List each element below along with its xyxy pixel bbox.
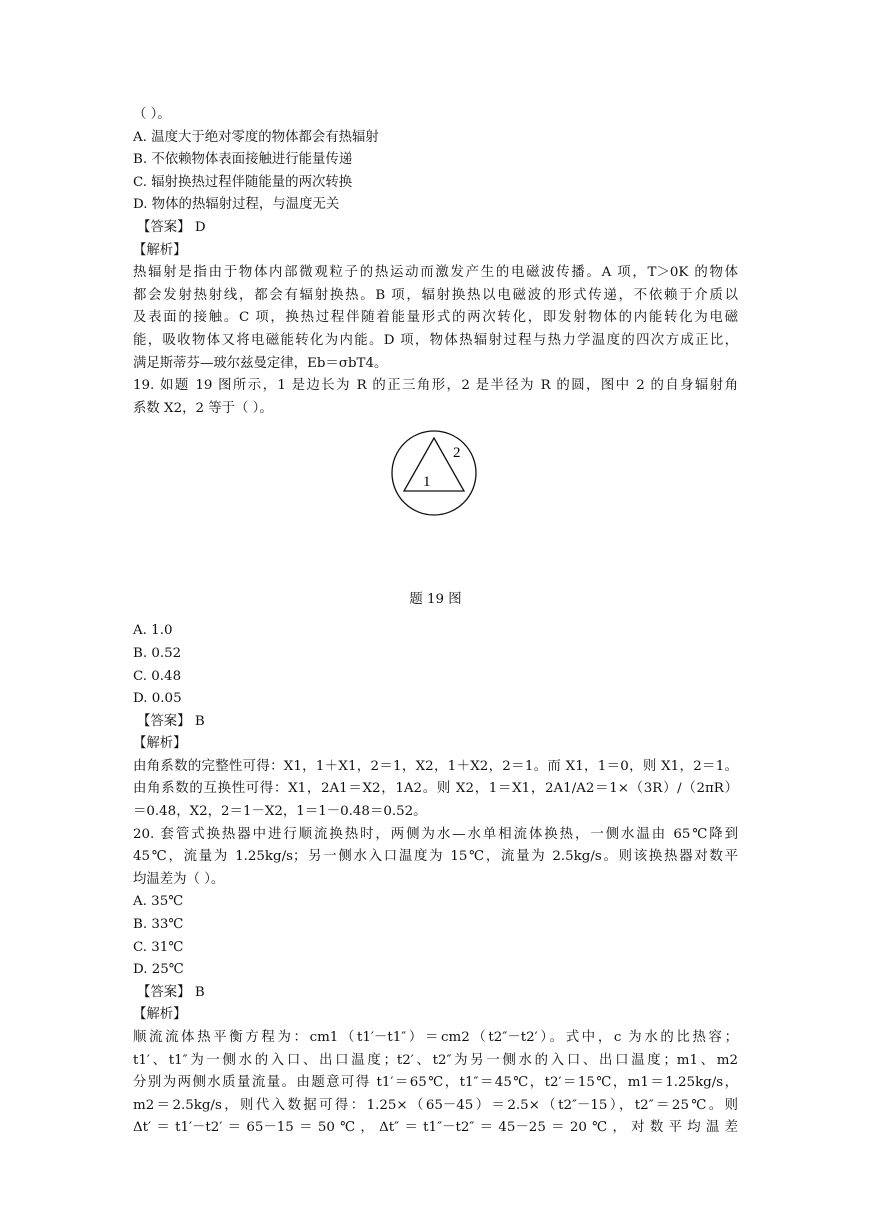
q19-figure — [133, 420, 738, 580]
q18-option-b: B. 不依赖物体表面接触进行能量传递 — [133, 152, 353, 168]
q18-analysis-line-1: 热辐射是指由于物体内部微观粒子的热运动而激发产生的电磁波传播。A 项，T＞0K 的物体 — [133, 265, 738, 281]
q18-stem-tail: （ ）。 — [133, 107, 171, 122]
q19-option-c: C. 0.48 — [133, 668, 182, 684]
q18-answer: 【答案】 D — [137, 219, 206, 235]
q20-analysis-line-1: 顺流流体热平衡方程为：cm1（t1′－t1″）＝cm2（t2″－t2′）。式中，c 为水的比热容； — [133, 1030, 738, 1045]
q18-analysis-line-5: 满足斯蒂芬—玻尔兹曼定律，Eb＝σbT4。 — [133, 355, 388, 371]
q19-stem-line-1: 19. 如题 19 图所示，1 是边长为 R 的正三角形，2 是半径为 R 的圆，图中 2 的自身辐射角 — [133, 378, 738, 394]
q19-option-d: D. 0.05 — [133, 691, 182, 707]
q19-option-b: B. 0.52 — [133, 645, 182, 661]
q18-analysis-label: 【解析】 — [133, 242, 187, 258]
q20-answer: 【答案】 B — [137, 984, 205, 1000]
q20-option-a: A. 35℃ — [133, 894, 184, 910]
document-page — [133, 104, 738, 1140]
q19-analysis-line-1: 由角系数的完整性可得：X1，1＋X1，2＝1，X2，1＋X2，2＝1。而 X1，1＝0，则 X1，2＝1。 — [133, 758, 738, 774]
q19-answer: 【答案】 B — [137, 713, 205, 729]
q20-stem-line-3: 均温差为（ ）。 — [133, 871, 225, 887]
q20-analysis-label: 【解析】 — [133, 1007, 187, 1023]
q18-analysis-line-3: 及表面的接触。C 项，换热过程伴随着能量形式的两次转化，即发射物体的内能转化为电磁 — [133, 310, 738, 326]
q18-option-d: D. 物体的热辐射过程，与温度无关 — [133, 197, 340, 213]
q19-analysis-line-3: ＝0.48，X2，2＝1－X2，1＝1－0.48＝0.52。 — [133, 804, 427, 820]
q20-analysis-line-4: m2＝2.5kg/s，则代入数据可得：1.25×（65－45）＝2.5×（t2″－15），t2″＝25℃。则 — [133, 1097, 738, 1113]
q19-figure-caption: 题 19 图 — [409, 592, 462, 608]
q19-analysis-label: 【解析】 — [133, 736, 187, 752]
circle-triangle-diagram — [389, 428, 479, 518]
q20-analysis-line-2: t1′、t1″为一侧水的入口、出口温度；t2′、t2″为另一侧水的入口、出口温度；m1、m2 — [133, 1052, 738, 1068]
q20-stem-line-1: 20. 套管式换热器中进行顺流换热时，两侧为水—水单相流体换热，一侧水温由 65℃降到 — [133, 826, 738, 842]
q20-stem-line-2: 45℃，流量为 1.25kg/s；另一侧水入口温度为 15℃，流量为 2.5kg/s。则该换热器对数平 — [133, 849, 738, 865]
q18-analysis-line-4: 能，吸收物体又将电磁能转化为内能。D 项，物体热辐射过程与热力学温度的四次方成正比， — [133, 332, 738, 348]
q18-analysis-line-2: 都会发射热射线，都会有辐射换热。B 项，辐射换热以电磁波的形式传递，不依赖于介质以 — [133, 287, 738, 303]
label-2: 2 — [453, 445, 461, 462]
q20-option-b: B. 33℃ — [133, 917, 184, 933]
q20-analysis-line-5: Δt′＝t1′－t2′＝65－15＝50℃，Δt″＝t1″－t2″＝45－25＝20℃，对数平均温差 — [133, 1120, 738, 1136]
label-1: 1 — [423, 474, 431, 491]
q18-option-c: C. 辐射换热过程伴随能量的两次转换 — [133, 174, 353, 190]
q19-stem-line-2: 系数 X2，2 等于（ ）。 — [133, 400, 273, 416]
q20-option-d: D. 25℃ — [133, 962, 184, 978]
q18-option-a: A. 温度大于绝对零度的物体都会有热辐射 — [133, 129, 379, 145]
q19-analysis-line-2: 由角系数的互换性可得：X1，2A1＝X2，1A2。则 X2，1＝X1，2A1/A2＝1×（3R）/（2πR） — [133, 781, 738, 797]
q20-analysis-line-3: 分别为两侧水质量流量。由题意可得 t1′＝65℃，t1″＝45℃，t2′＝15℃，m1＝1.25kg/s， — [133, 1075, 738, 1091]
q20-option-c: C. 31℃ — [133, 939, 184, 955]
circle-surface-2 — [392, 431, 476, 515]
q19-option-a: A. 1.0 — [133, 623, 173, 639]
